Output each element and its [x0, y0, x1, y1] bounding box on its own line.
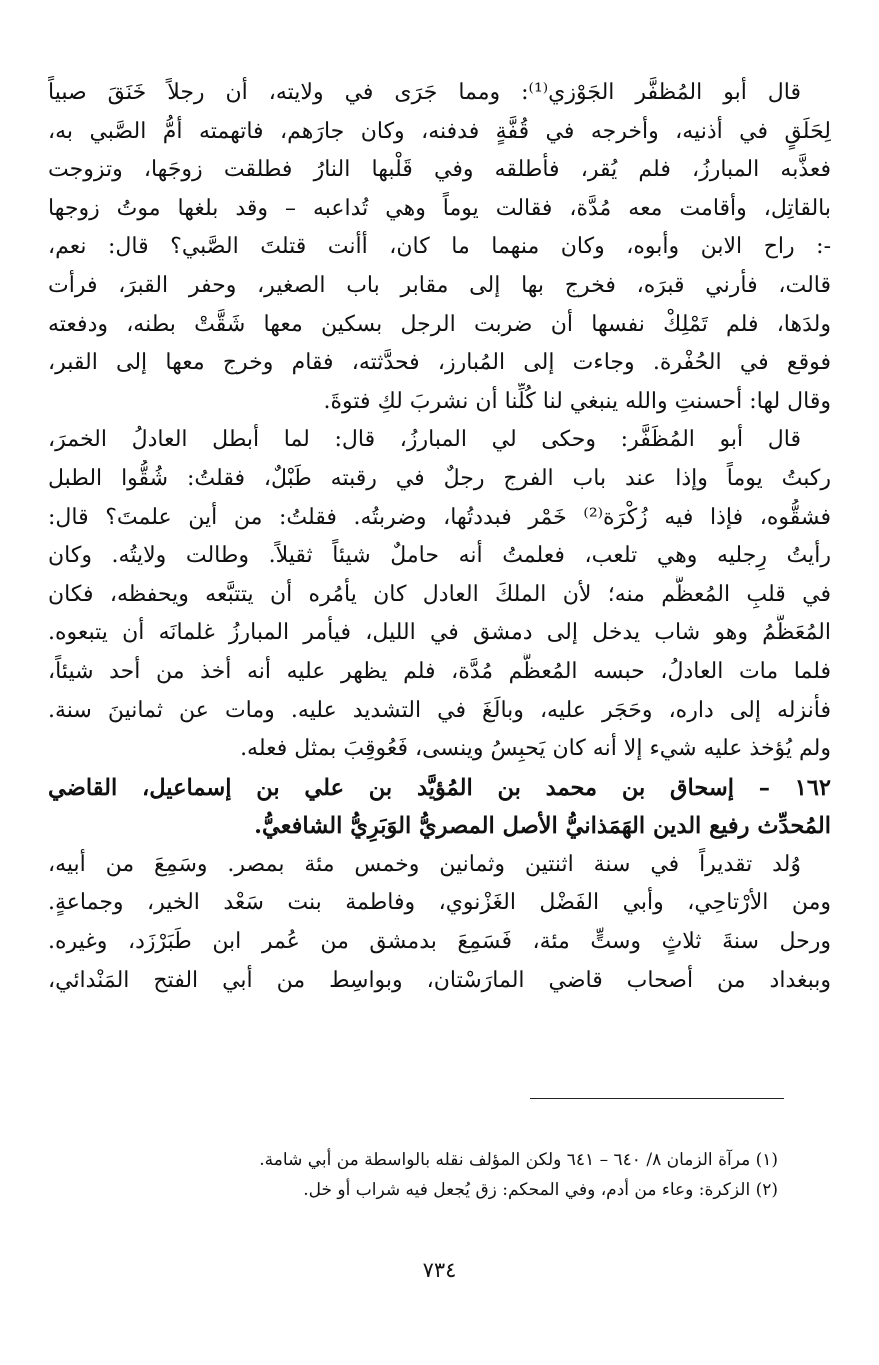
paragraph-line: قال أبو المُظفَّر الجَوْزي⁽¹⁾: ومما جَرَى في ولايته، أن رجلاً خَنَقَ صبياً [48, 80, 801, 105]
page-number: ٧٣٤ [422, 1258, 457, 1282]
footnote: (٢) الزكرة: وعاء من أدم، وفي المحكم: زق يُجعل فيه شراب أو خل. [303, 1180, 778, 1200]
footnote-separator [530, 1098, 784, 1099]
body-text [48, 74, 831, 1000]
entry-heading-line: ١٦٢ – إسحاق بن محمد بن المُؤيَّد بن علي بن إسماعيل، القاضي [48, 774, 831, 801]
paragraph-line: قالت، فأرني قبرَه، فخرج بها إلى مقابر باب الصغير، وحفر القبرَ، فرأت [48, 272, 831, 298]
paragraph-line: بالقاتِل، وأقامت معه مُدَّة، فقالت يوماً وهي تُداعبه – وقد بلغها موتُ زوجها [48, 195, 831, 221]
paragraph-line: -: راح الابن وأبوه، وكان منهما ما كان، أأنت قتلتَ الصَّبي؟ قال: نعم، [48, 234, 831, 260]
paragraph-line: ومن الأرْتاحِي، وأبي الفَضْل الغَزْنوي، وفاطمة بنت سَعْد الخير، وجماعةٍ. [48, 890, 831, 916]
paragraph-line: فوقع في الحُفْرة. وجاءت إلى المُبارز، فحدَّثته، فقام وخرج معها إلى القبر، [48, 350, 831, 376]
paragraph-line: ورحل سنةَ ثلاثٍ وستٍّ مئة، فَسَمِعَ بدمشق من عُمر ابن طَبَرْزَد، وغيره. [48, 929, 831, 955]
paragraph-line: وببغداد من أصحاب قاضي المارَسْتان، وبواسِط من أبي الفتح المَنْدائي، [48, 967, 831, 993]
paragraph-line: فأنزله إلى داره، وحَجَر عليه، وبالَغَ في التشديد عليه. ومات عن ثمانينَ سنة. [48, 697, 831, 723]
footnote: (١) مرآة الزمان ٨/ ٦٤٠ – ٦٤١ ولكن المؤلف نقله بالواسطة من أبي شامة. [259, 1150, 778, 1170]
paragraph-line: فعذَّبه المبارزُ، فلم يُقر، فأطلقه وفي قَلْبها النارُ فطلقت زوجَها، وتزوجت [48, 157, 831, 183]
paragraph-line: وقال لها: أحسنتِ والله ينبغي لنا كُلِّنا أن نشربَ لكِ فتوةَ. [323, 388, 831, 414]
entry-heading-line: المُحدِّث رفيع الدين الهَمَذانيُّ الأصل المصريُّ الوَبَرِيُّ الشافعيُّ. [254, 813, 831, 840]
paragraph-line: ركبتُ يوماً وإذا عند باب الفرج رجلٌ في رقبته طَبْلٌ، فقلتُ: شُقُّوا الطبل [48, 465, 831, 491]
footnotes [48, 1145, 778, 1205]
paragraph-line: ولم يُؤخذ عليه شيء إلا أنه كان يَحبِسُ وينسى، فَعُوقِبَ بمثل فعله. [240, 736, 831, 762]
paragraph-line: رأيتُ رِجليه وهي تلعب، فعلمتُ أنه حاملٌ شيئاً ثقيلاً. وطالت ولايتُه. وكان [48, 543, 831, 569]
paragraph-line: وُلد تقديراً في سنة اثنتين وثمانين وخمس مئة بمصر. وسَمِعَ من أبيه، [48, 851, 801, 877]
paragraph-line: فشقُّوه، فإذا فيه زُكْرَة⁽²⁾ خَمْر فبددتُها، وضربتُه. فقلتُ: من أين علمتَ؟ قال: [48, 504, 831, 530]
paragraph-line: لِحَلَقٍ في أذنيه، وأخرجه في قُفَّةٍ فدفنه، وكان جارَهم، فاتهمته أمُّ الصَّبي به، [48, 118, 831, 144]
paragraph-line: المُعَظَّمُ وهو شاب يدخل إلى دمشق في الليل، فيأمر المبارزُ غلمانَه أن يتبعوه. [48, 620, 831, 646]
paragraph-line: في قلبِ المُعظَّم منه؛ لأن الملكَ العادل كان يأمُره أن يتتبَّعه ويحفظه، فكان [48, 581, 831, 607]
paragraph-line: فلما مات العادلُ، حبسه المُعظَّم مُدَّة، فلم يظهر عليه أنه أخذ من أحد شيئاً، [48, 658, 831, 684]
paragraph-line: قال أبو المُظَفَّر: وحكى لي المبارزُ، قال: لما أبطل العادلُ الخمرَ، [48, 427, 801, 453]
paragraph-line: ولدَها، فلم تَمْلِكْ نفسها أن ضربت الرجل بسكين معها شَقَّتْ بطنه، ودفعته [48, 311, 831, 337]
